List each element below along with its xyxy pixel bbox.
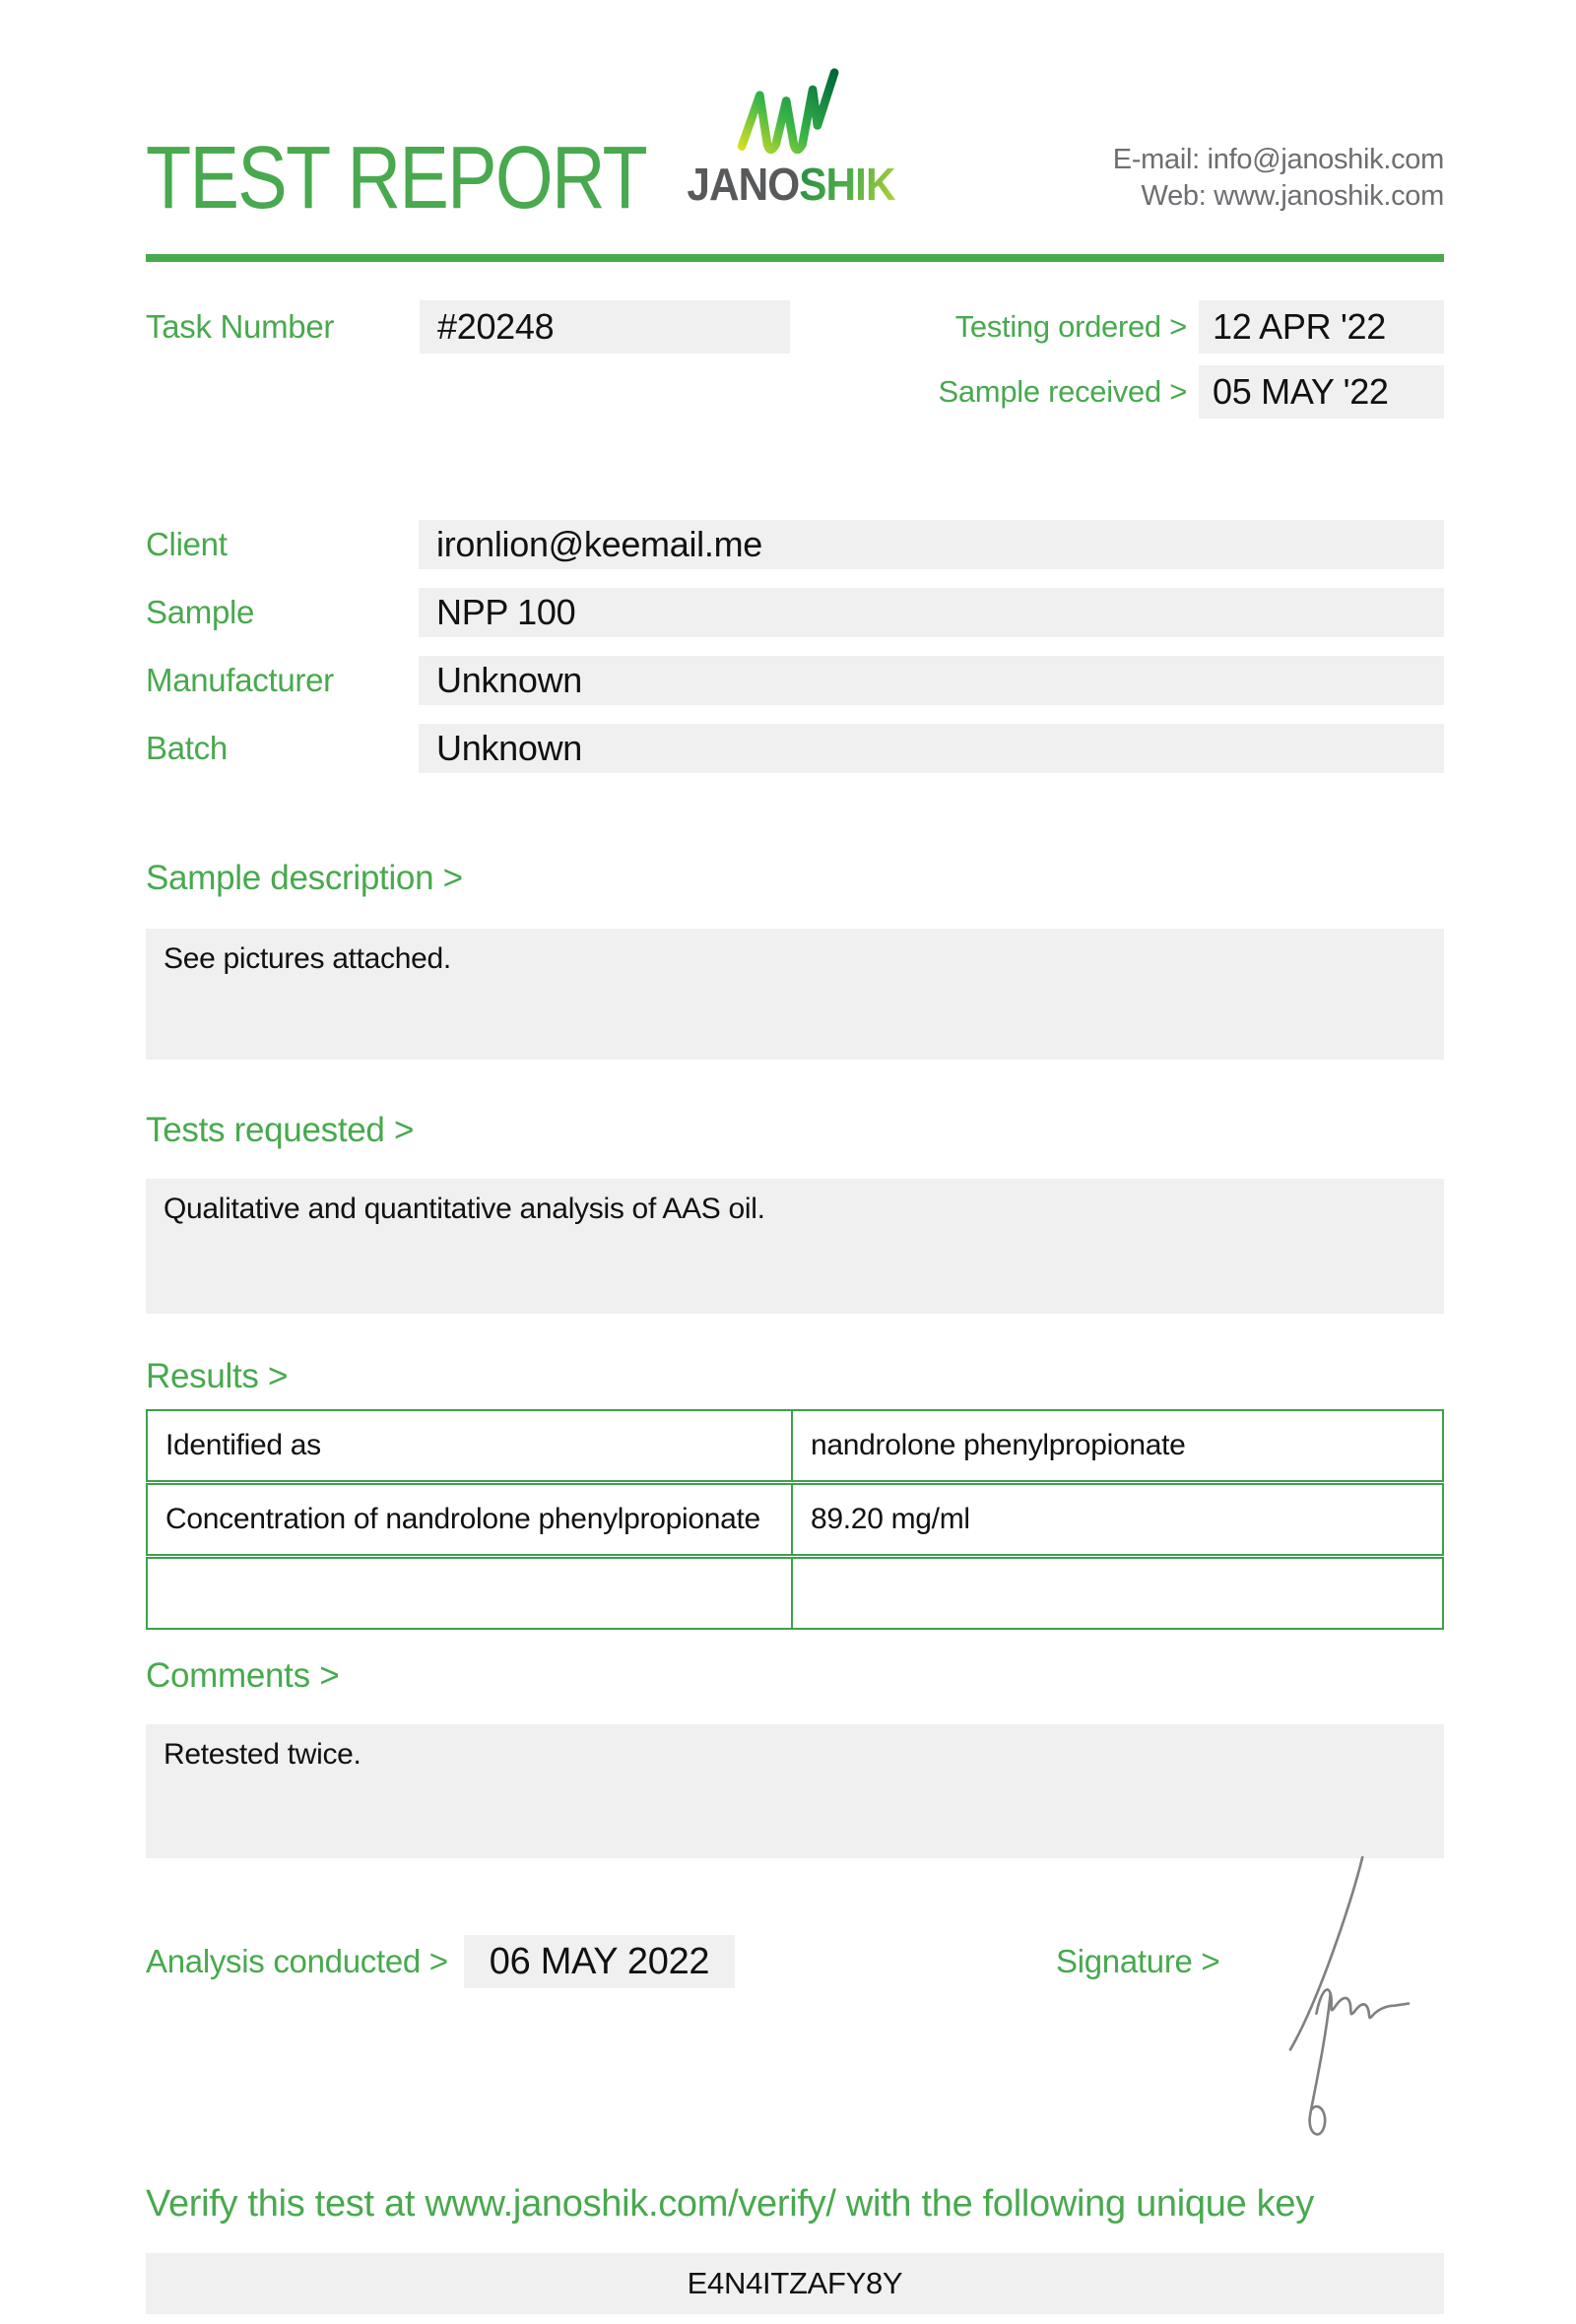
result-value-cell [793,1559,1442,1628]
logo-shik-text: SHIK [799,159,895,210]
batch-row [146,724,1444,773]
task-number-label: Task Number [146,308,335,345]
results-table [146,1409,1444,1631]
growth-chart-icon [730,65,852,160]
batch-label: Batch [146,730,228,766]
client-label: Client [146,526,228,562]
sample-received-row [690,365,1444,419]
logo-jano-text: JANO [687,159,800,210]
sample-value: NPP 100 [419,588,1444,637]
header-divider [146,254,1444,262]
testing-ordered-value: 12 APR '22 [1199,300,1444,354]
result-label-cell: Identified as [148,1411,793,1480]
sample-info-list [146,520,1444,792]
analysis-conducted-label: Analysis conducted > [146,1943,448,1979]
results-heading: Results > [146,1357,289,1395]
table-row [146,1409,1444,1482]
manufacturer-value: Unknown [419,656,1444,705]
sample-received-label: Sample received > [938,374,1187,409]
analysis-conducted-row [146,1934,735,1989]
contact-web: Web: www.janoshik.com [1141,180,1444,212]
signature-scribble [1267,1851,1434,2142]
janoshik-logo [678,65,904,210]
sample-row [146,588,1444,637]
page-title: TEST REPORT [146,129,647,227]
tests-requested-box: Qualitative and quantitative analysis of AAS oil. [146,1179,1444,1314]
sample-description-box: See pictures attached. [146,929,1444,1060]
batch-value: Unknown [419,724,1444,773]
verify-instruction: Verify this test at www.janoshik.com/verify/ with the following unique key [146,2183,1314,2225]
signature-label: Signature > [1056,1943,1220,1979]
logo-wordmark [687,159,895,210]
client-row [146,520,1444,569]
result-value-cell: 89.20 mg/ml [811,1503,970,1535]
analysis-date-value: 06 MAY 2022 [464,1935,735,1988]
testing-ordered-row [690,300,1444,354]
table-row [146,1483,1444,1556]
sample-description-heading: Sample description > [146,859,463,897]
result-label-cell [148,1559,793,1628]
task-number-value: #20248 [420,300,790,354]
result-label-cell: Concentration of nandrolone phenylpropionate [148,1485,793,1554]
manufacturer-row [146,656,1444,705]
comments-box: Retested twice. [146,1724,1444,1858]
table-row [146,1557,1444,1630]
verify-key: E4N4ITZAFY8Y [146,2253,1444,2314]
client-value: ironlion@keemail.me [419,520,1444,569]
manufacturer-label: Manufacturer [146,662,334,698]
testing-ordered-label: Testing ordered > [954,309,1187,344]
contact-block [1113,142,1444,215]
comments-heading: Comments > [146,1656,340,1695]
result-value-cell: nandrolone phenylpropionate [811,1429,1186,1461]
contact-email: E-mail: info@janoshik.com [1112,144,1444,175]
tests-requested-heading: Tests requested > [146,1111,415,1149]
sample-label: Sample [146,594,255,630]
sample-received-value: 05 MAY '22 [1199,365,1444,419]
